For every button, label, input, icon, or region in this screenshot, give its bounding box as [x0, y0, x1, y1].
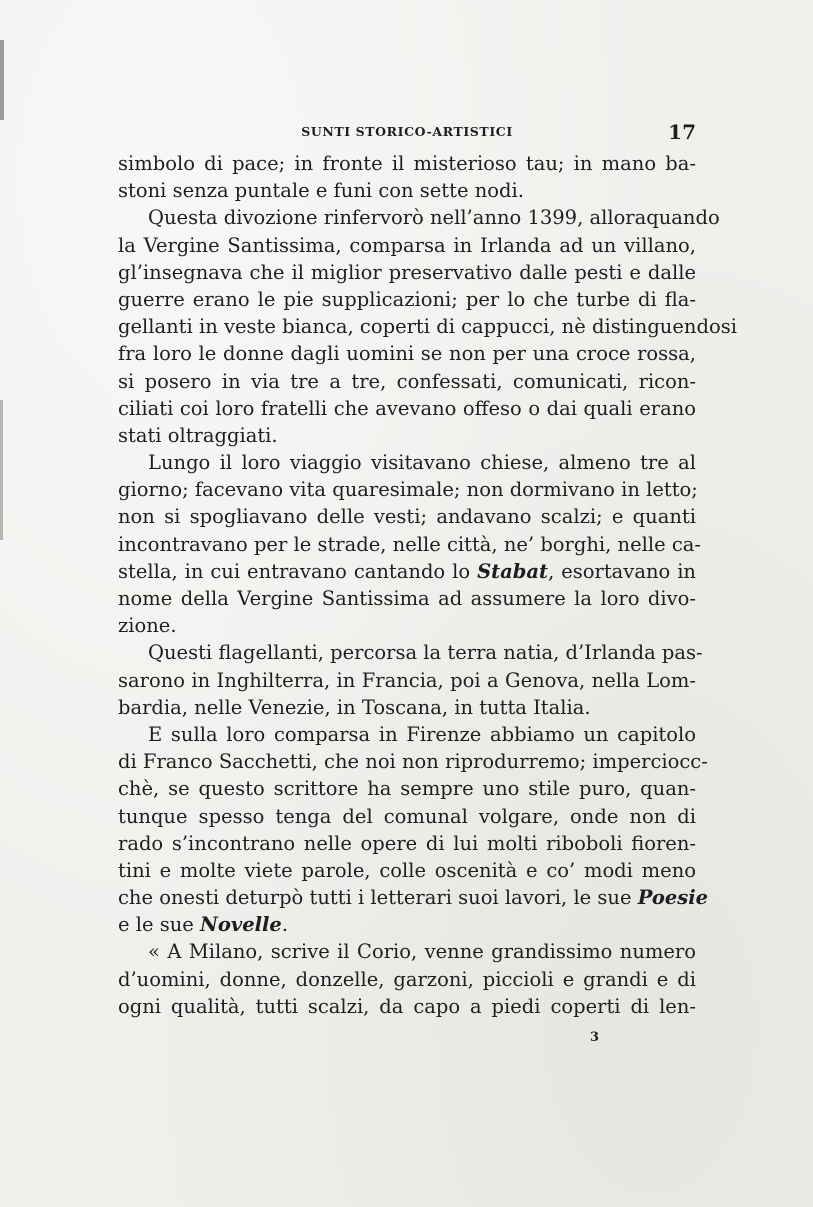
text-line: tini e molte viete parole, colle oscenità e co’ modi meno — [118, 858, 696, 882]
text-line: non si spogliavano delle vesti; andavano scalzi; e quanti — [118, 505, 696, 529]
text-line: incontravano per le strade, nelle città, ne’ borghi, nelle ca- — [118, 532, 701, 556]
italic-title: Poesie — [637, 886, 709, 910]
text-segment: stella, in cui entravano cantando lo — [118, 559, 478, 583]
text-line: rado s’incontrano nelle opere di lui molti riboboli fioren- — [118, 831, 696, 855]
text-line: E sulla loro comparsa in Firenze abbiamo un capitolo — [148, 722, 696, 746]
text-line: guerre erano le pie supplicazioni; per lo che turbe di fla- — [118, 287, 696, 311]
text-line: bardia, nelle Venezie, in Toscana, in tutta Italia. — [118, 695, 591, 719]
signature-mark: 3 — [590, 1030, 600, 1045]
running-head: SUNTI STORICO-ARTISTICI — [301, 124, 513, 139]
text-line: stati oltraggiati. — [118, 423, 278, 447]
text-line: zione. — [118, 614, 177, 638]
text-line: fra loro le donne dagli uomini se non per una croce rossa, — [118, 342, 696, 366]
page-edge-shadow — [0, 400, 3, 540]
text-line: Lungo il loro viaggio visitavano chiese, almeno tre al — [148, 451, 696, 475]
italic-title: Stabat — [477, 559, 549, 583]
text-line: gl’insegnava che il miglior preservativo dalle pesti e dalle — [118, 260, 696, 284]
text-line: chè, se questo scrittore ha sempre uno stile puro, quan- — [118, 777, 696, 801]
page-edge-shadow — [0, 40, 4, 120]
text-segment: che onesti deturpò tutti i letterari suoi lavori, le sue — [118, 886, 638, 910]
text-line: si posero in via tre a tre, confessati, comunicati, ricon- — [118, 369, 696, 393]
text-line: Questa divozione rinfervorò nell’anno 1399, alloraquando — [148, 206, 720, 230]
text-line: la Vergine Santissima, comparsa in Irlanda ad un villano, — [118, 233, 696, 257]
text-line: « A Milano, scrive il Corio, venne grandissimo numero — [148, 940, 696, 964]
page-header — [118, 120, 696, 144]
text-line: tunque spesso tenga del comunal volgare, onde non di — [118, 804, 696, 828]
text-line: nome della Vergine Santissima ad assumere la loro divo- — [118, 587, 696, 610]
italic-title: Novelle — [200, 913, 282, 937]
text-line: simbolo di pace; in fronte il misterioso tau; in mano ba- — [118, 152, 696, 175]
text-line — [118, 911, 696, 938]
text-segment: , esortavano in — [548, 559, 696, 583]
text-line: ogni qualità, tutti scalzi, da capo a piedi coperti di len- — [118, 994, 696, 1018]
text-segment: . — [281, 913, 289, 937]
text-line: stoni senza puntale e funi con sette nodi. — [118, 179, 524, 203]
text-line: giorno; facevano vita quaresimale; non dormivano in letto; — [118, 478, 698, 502]
text-line: ciliati coi loro fratelli che avevano offeso o dai quali erano — [118, 396, 696, 420]
page-number: 17 — [668, 120, 696, 144]
text-line — [118, 884, 709, 911]
text-segment: e le sue — [118, 913, 201, 937]
text-line: gellanti in veste bianca, coperti di cappucci, nè distinguendosi — [118, 315, 737, 339]
text-line: d’uomini, donne, donzelle, garzoni, piccioli e grandi e di — [118, 967, 696, 991]
text-line: sarono in Inghilterra, in Francia, poi a Genova, nella Lom- — [118, 668, 696, 692]
text-line: Questi flagellanti, percorsa la terra natia, d’Irlanda pas- — [148, 641, 703, 665]
text-line — [118, 558, 696, 585]
body-text — [118, 150, 737, 1020]
text-line: di Franco Sacchetti, che noi non riprodurremo; imperciocc- — [118, 750, 708, 774]
